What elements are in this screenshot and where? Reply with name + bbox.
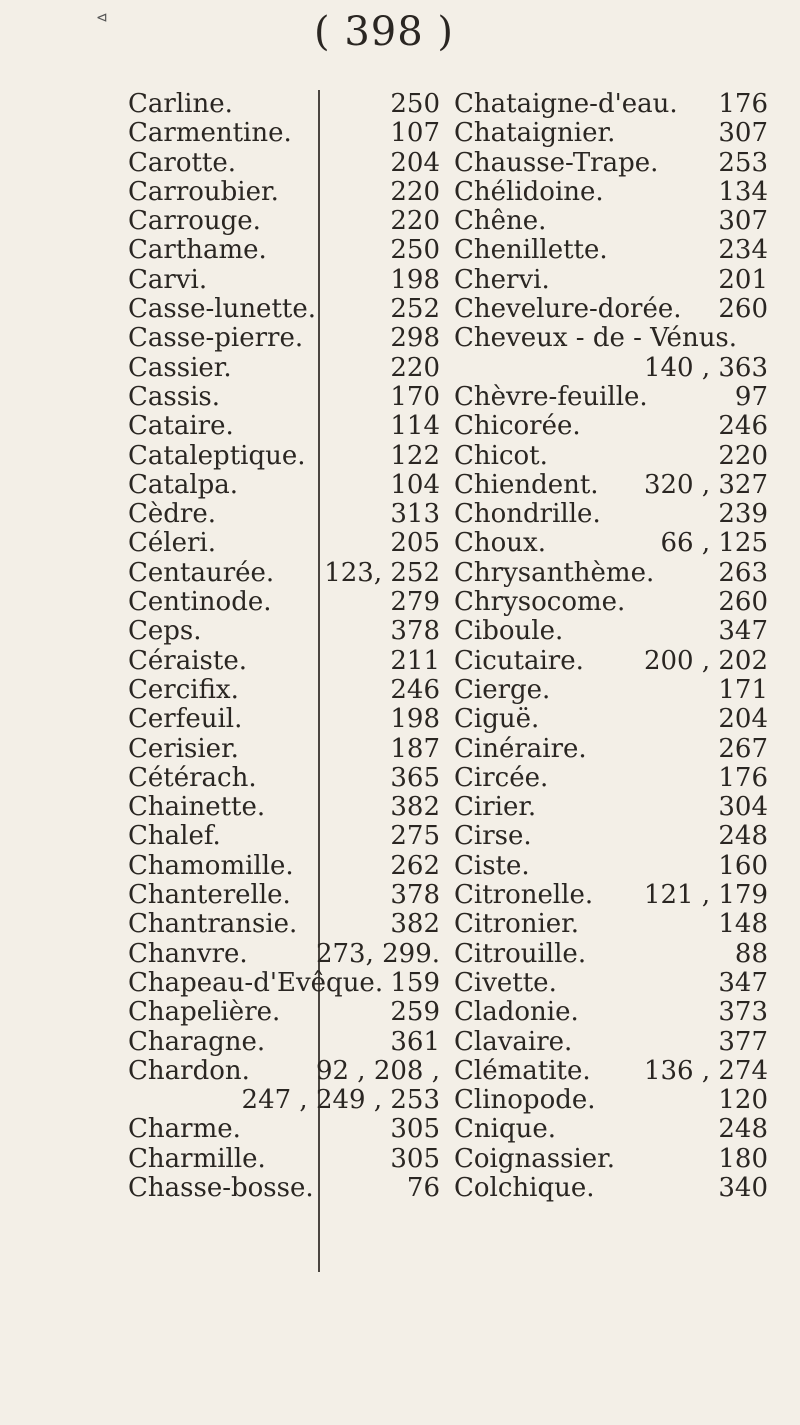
index-pages: 176 <box>718 762 768 793</box>
index-term: Chevelure-dorée. <box>454 294 682 325</box>
index-pages: 234 <box>718 235 768 266</box>
index-term: Céleri. <box>128 528 216 559</box>
index-term: Chanvre. <box>128 938 248 969</box>
index-term: Cétérach. <box>128 762 257 793</box>
index-term: Chrysanthème. <box>454 557 655 588</box>
index-term: Carthame. <box>128 235 267 266</box>
index-pages: 313 <box>390 499 440 530</box>
index-term: Cassier. <box>128 352 232 383</box>
index-entry <box>454 500 768 529</box>
index-term: Cassis. <box>128 381 221 412</box>
index-pages: 140 , 363 <box>643 352 768 383</box>
index-pages: 262 <box>390 850 440 881</box>
index-term: Cheveux - de - Vénus. <box>454 323 738 354</box>
index-term: Clématite. <box>454 1055 591 1086</box>
index-entry <box>128 969 440 998</box>
index-term: Citronelle. <box>454 880 594 911</box>
index-entry <box>128 90 440 119</box>
index-pages: 122 <box>390 440 440 471</box>
index-pages: 88 <box>734 938 768 969</box>
index-entry <box>128 442 440 471</box>
index-pages: 275 <box>390 821 440 852</box>
index-term: Chasse-bosse. <box>128 1172 314 1203</box>
index-term: Chêne. <box>454 206 547 237</box>
index-term: Chervi. <box>454 264 550 295</box>
index-term: Centaurée. <box>128 557 275 588</box>
index-term: Charme. <box>128 1114 241 1145</box>
index-pages: 134 <box>718 176 768 207</box>
page-number: ( 398 ) <box>314 9 454 55</box>
index-pages: 382 <box>390 909 440 940</box>
index-pages: 220 <box>390 352 440 383</box>
index-term: Centinode. <box>128 587 272 618</box>
index-term: Céraiste. <box>128 645 247 676</box>
index-pages: 347 <box>718 967 768 998</box>
index-pages: 320 , 327 <box>643 469 768 500</box>
index-entry <box>454 1174 768 1203</box>
index-entry <box>128 588 440 617</box>
index-entry <box>454 881 768 910</box>
index-term: Chapeau-d'Evêque. <box>128 967 384 998</box>
index-entry <box>454 998 768 1027</box>
index-term: Ciste. <box>454 850 530 881</box>
index-entry <box>128 910 440 939</box>
index-pages: 305 <box>390 1114 440 1145</box>
index-entry <box>128 1145 440 1174</box>
index-term: Chondrille. <box>454 499 601 530</box>
index-entry <box>454 1028 768 1057</box>
index-pages: 378 <box>390 616 440 647</box>
index-entry <box>454 852 768 881</box>
index-entry <box>128 793 440 822</box>
index-pages: 239 <box>718 499 768 530</box>
index-pages: 260 <box>718 587 768 618</box>
index-term: Coignassier. <box>454 1143 615 1174</box>
index-term: Chiendent. <box>454 469 599 500</box>
index-pages: 382 <box>390 792 440 823</box>
index-entry <box>128 295 440 324</box>
index-entry <box>454 1115 768 1144</box>
index-pages: 201 <box>718 264 768 295</box>
index-term: Cèdre. <box>128 499 217 530</box>
index-entry <box>128 735 440 764</box>
index-entry <box>454 149 768 178</box>
index-pages: 114 <box>390 411 440 442</box>
index-pages: 361 <box>390 1026 440 1057</box>
index-term: Cinéraire. <box>454 733 587 764</box>
index-pages: 121 , 179 <box>643 880 768 911</box>
index-entry <box>128 324 440 353</box>
index-pages: 171 <box>718 674 768 705</box>
index-entry <box>128 266 440 295</box>
index-term: Carroubier. <box>128 176 279 207</box>
index-term: Cerfeuil. <box>128 704 243 735</box>
index-term: Cirier. <box>454 792 537 823</box>
index-term: Charagne. <box>128 1026 266 1057</box>
index-term: Civette. <box>454 967 557 998</box>
index-term: Carrouge. <box>128 206 261 237</box>
index-term: Cerisier. <box>128 733 239 764</box>
index-entry <box>454 617 768 646</box>
index-entry <box>454 324 768 353</box>
index-term: Clinopode. <box>454 1085 596 1116</box>
index-entry <box>128 1115 440 1144</box>
index-pages: 107 <box>390 118 440 149</box>
index-entry <box>128 559 440 588</box>
index-term: Cercifix. <box>128 674 239 705</box>
index-term: Charmille. <box>128 1143 266 1174</box>
index-pages: 211 <box>390 645 440 676</box>
index-pages: 279 <box>390 587 440 618</box>
index-pages: 304 <box>718 792 768 823</box>
index-term: Cirse. <box>454 821 532 852</box>
index-pages: 378 <box>390 880 440 911</box>
index-term: Ciboule. <box>454 616 564 647</box>
index-entry <box>454 412 768 441</box>
index-term: Chicot. <box>454 440 548 471</box>
index-entry <box>454 588 768 617</box>
index-pages: 220 <box>718 440 768 471</box>
index-pages: 246 <box>718 411 768 442</box>
index-pages: 252 <box>390 294 440 325</box>
index-pages: 136 , 274 <box>643 1055 768 1086</box>
index-term: Cnique. <box>454 1114 556 1145</box>
index-pages: 347 <box>718 616 768 647</box>
index-entry <box>128 207 440 236</box>
index-term: Citronier. <box>454 909 580 940</box>
index-pages: 92 , 208 , <box>315 1055 440 1086</box>
index-pages: 250 <box>390 89 440 119</box>
index-term: Cladonie. <box>454 997 579 1028</box>
index-pages: 253 <box>718 147 768 178</box>
index-entry <box>454 910 768 939</box>
index-entry <box>128 881 440 910</box>
index-pages: 248 <box>718 1114 768 1145</box>
index-entry <box>128 617 440 646</box>
index-term: Cicutaire. <box>454 645 584 676</box>
index-entry <box>454 90 768 119</box>
index-pages: 267 <box>718 733 768 764</box>
index-entry <box>454 1057 768 1086</box>
index-entry <box>128 500 440 529</box>
index-entry <box>454 705 768 734</box>
index-term: Chamomille. <box>128 850 294 881</box>
index-term: Chenillette. <box>454 235 608 266</box>
index-pages: 220 <box>390 206 440 237</box>
index-pages: 76 <box>406 1172 440 1203</box>
index-term: Colchique. <box>454 1172 595 1203</box>
index-pages: 373 <box>718 997 768 1028</box>
index-term: Chèvre-feuille. <box>454 381 648 412</box>
index-term: Clavaire. <box>454 1026 573 1057</box>
index-term: Citrouille. <box>454 938 587 969</box>
index-pages: 273, 299. <box>315 938 440 969</box>
index-entry <box>454 207 768 236</box>
index-column-right <box>454 90 768 1203</box>
index-pages: 307 <box>718 118 768 149</box>
index-term: Cataleptique. <box>128 440 306 471</box>
index-pages: 170 <box>390 381 440 412</box>
index-term: Chantransie. <box>128 909 298 940</box>
index-pages: 200 , 202 <box>643 645 768 676</box>
index-pages: 198 <box>390 704 440 735</box>
index-entry <box>454 442 768 471</box>
index-term: Carline. <box>128 89 233 119</box>
index-entry <box>128 676 440 705</box>
index-entry <box>128 178 440 207</box>
index-entry <box>454 735 768 764</box>
index-term: Chardon. <box>128 1055 250 1086</box>
index-term: Chapelière. <box>128 997 281 1028</box>
index-pages: 307 <box>718 206 768 237</box>
index-entry <box>128 647 440 676</box>
index-entry <box>454 383 768 412</box>
index-term: Carmentine. <box>128 118 292 149</box>
index-entry <box>454 764 768 793</box>
index-pages: 180 <box>718 1143 768 1174</box>
index-entry <box>454 178 768 207</box>
index-pages: 120 <box>718 1085 768 1116</box>
index-pages: 250 <box>390 235 440 266</box>
index-entry <box>454 471 768 500</box>
index-pages: 148 <box>718 909 768 940</box>
index-term: Circée. <box>454 762 549 793</box>
index-pages: 204 <box>718 704 768 735</box>
index-term: Carotte. <box>128 147 237 178</box>
index-entry <box>128 822 440 851</box>
index-entry <box>128 1057 440 1086</box>
index-pages: 220 <box>390 176 440 207</box>
index-entry <box>454 793 768 822</box>
index-pages: 160 <box>718 850 768 881</box>
index-term: Cataire. <box>128 411 234 442</box>
index-term: Chrysocome. <box>454 587 626 618</box>
index-pages: 198 <box>390 264 440 295</box>
index-pages: 247 , 249 , 253 <box>241 1085 440 1116</box>
index-term: Cierge. <box>454 674 551 705</box>
index-entry <box>454 354 768 383</box>
index-term: Casse-lunette. <box>128 294 316 325</box>
index-entry <box>128 354 440 383</box>
index-term: Carvi. <box>128 264 208 295</box>
index-term: Chicorée. <box>454 411 581 442</box>
index-pages: 97 <box>734 381 768 412</box>
index-pages: 123, 252 <box>324 557 440 588</box>
index-pages: 66 , 125 <box>660 528 768 559</box>
index-entry <box>128 236 440 265</box>
index-column-left <box>128 90 440 1203</box>
page-header <box>0 6 800 58</box>
index-entry <box>454 1086 768 1115</box>
index-pages: 260 <box>718 294 768 325</box>
index-pages: 246 <box>390 674 440 705</box>
index-entry <box>128 471 440 500</box>
index-entry <box>454 266 768 295</box>
index-pages: 248 <box>718 821 768 852</box>
index-pages: 298 <box>390 323 440 354</box>
index-term: Choux. <box>454 528 546 559</box>
index-entry <box>128 119 440 148</box>
index-pages: 176 <box>718 89 768 119</box>
index-entry <box>128 383 440 412</box>
index-pages: 365 <box>390 762 440 793</box>
index-entry <box>128 852 440 881</box>
index-entry <box>128 149 440 178</box>
index-term: Ceps. <box>128 616 202 647</box>
index-term: Chalef. <box>128 821 221 852</box>
index-entry <box>128 1086 440 1115</box>
index-term: Chataignier. <box>454 118 616 149</box>
index-entry <box>454 236 768 265</box>
index-pages: 187 <box>390 733 440 764</box>
index-entry <box>454 295 768 324</box>
index-pages: 377 <box>718 1026 768 1057</box>
index-entry <box>128 998 440 1027</box>
index-entry <box>128 940 440 969</box>
index-entry <box>128 764 440 793</box>
index-entry <box>454 940 768 969</box>
index-term: Catalpa. <box>128 469 239 500</box>
index-entry <box>128 412 440 441</box>
index-pages: 159 <box>390 967 440 998</box>
index-pages: 104 <box>390 469 440 500</box>
index-term: Chataigne-d'eau. <box>454 89 678 119</box>
index-pages: 259 <box>390 997 440 1028</box>
index-entry <box>128 1174 440 1203</box>
index-entry <box>454 676 768 705</box>
index-term: Chausse-Trape. <box>454 147 659 178</box>
index-entry <box>128 705 440 734</box>
index-term: Ciguë. <box>454 704 540 735</box>
index-entry <box>128 1028 440 1057</box>
index-term: Chanterelle. <box>128 880 291 911</box>
index-term: Chainette. <box>128 792 266 823</box>
index-pages: 305 <box>390 1143 440 1174</box>
index-pages: 204 <box>390 147 440 178</box>
index-entry <box>454 822 768 851</box>
index-entry <box>454 559 768 588</box>
index-entry <box>454 969 768 998</box>
index-entry <box>454 1145 768 1174</box>
index-pages: 205 <box>390 528 440 559</box>
index-pages: 263 <box>718 557 768 588</box>
index-term: Chélidoine. <box>454 176 604 207</box>
index-entry <box>128 529 440 558</box>
index-term: Casse-pierre. <box>128 323 304 354</box>
index-entry <box>454 119 768 148</box>
index-pages: 340 <box>718 1172 768 1203</box>
page-mark: ⊲ <box>96 10 108 26</box>
index-entry <box>454 529 768 558</box>
index-entry <box>454 647 768 676</box>
